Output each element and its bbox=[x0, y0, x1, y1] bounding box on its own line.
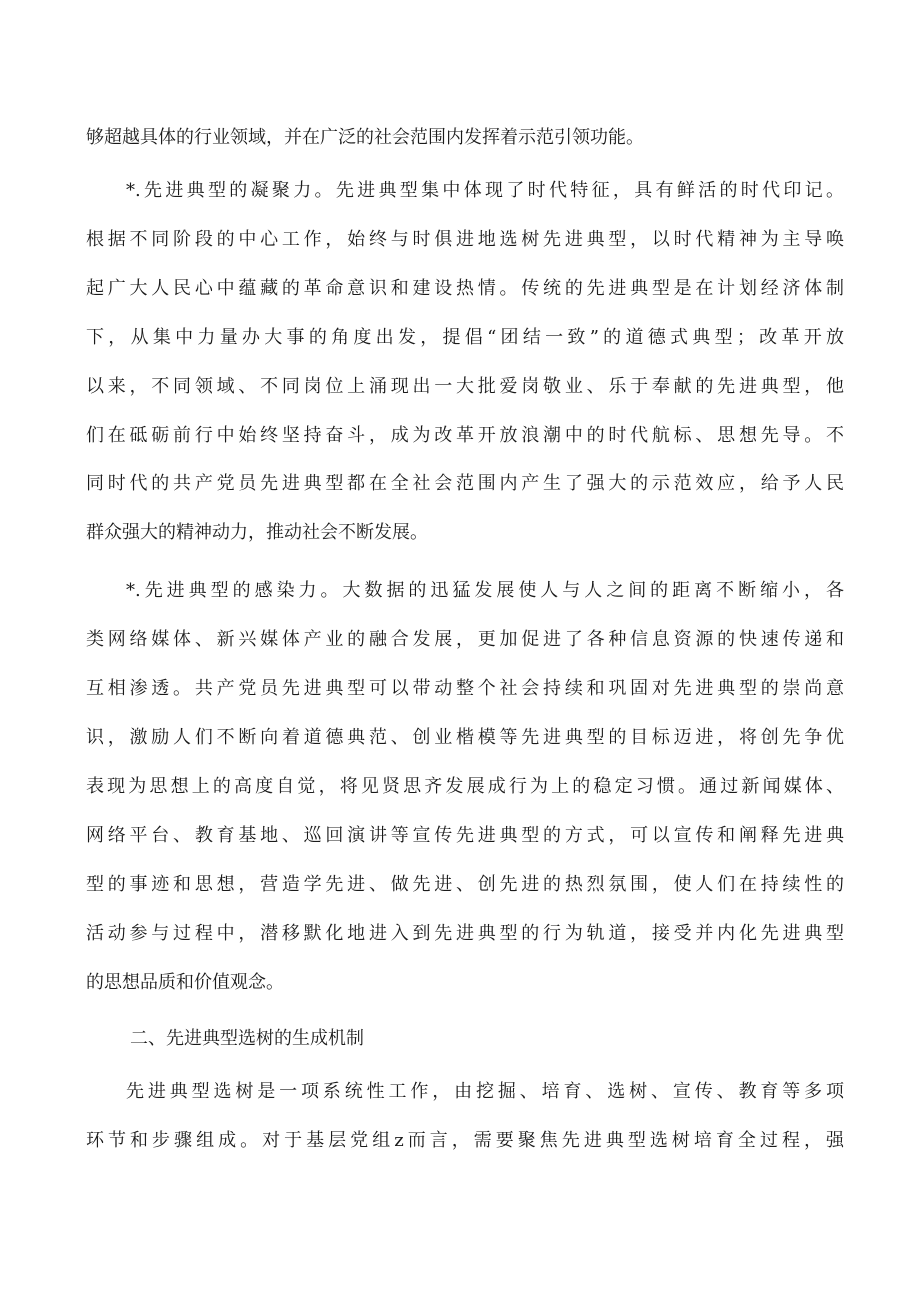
paragraph-line: 群众强大的精神动力，推动社会不断发展。 bbox=[86, 522, 428, 543]
paragraph-line: 活动参与过程中，潜移默化地进入到先进典型的行为轨道，接受并内化先进典型 bbox=[86, 923, 844, 944]
paragraph-line: 网络平台、教育基地、巡回演讲等宣传先进典型的方式，可以宣传和阐释先进典 bbox=[86, 825, 844, 846]
paragraph-line: 根据不同阶段的中心工作，始终与时俱进地选树先进典型，以时代精神为主导唤 bbox=[86, 229, 844, 250]
paragraph-line: 环节和步骤组成。对于基层党组z而言，需要聚焦先进典型选树培育全过程，强 bbox=[86, 1130, 844, 1151]
paragraph-line: 下，从集中力量办大事的角度出发，提倡“团结一致”的道德式典型；改革开放 bbox=[86, 327, 844, 348]
paragraph-line: *.先进典型的感染力。大数据的迅猛发展使人与人之间的距离不断缩小，各 bbox=[126, 580, 844, 601]
section-heading: 二、先进典型选树的生成机制 bbox=[130, 1028, 364, 1049]
paragraph-line: 的思想品质和价值观念。 bbox=[86, 972, 284, 993]
paragraph-line: *.先进典型的凝聚力。先进典型集中体现了时代特征，具有鲜活的时代印记。 bbox=[126, 180, 844, 201]
paragraph-line: 以来，不同领域、不同岗位上涌现出一大批爱岗敬业、乐于奉献的先进典型，他 bbox=[86, 376, 844, 397]
paragraph-line: 先进典型选树是一项系统性工作，由挖掘、培育、选树、宣传、教育等多项 bbox=[126, 1081, 844, 1102]
paragraph-line: 起广大人民心中蕴藏的革命意识和建设热情。传统的先进典型是在计划经济体制 bbox=[86, 278, 844, 299]
paragraph-line: 表现为思想上的高度自觉，将见贤思齐发展成行为上的稳定习惯。通过新闻媒体、 bbox=[86, 776, 844, 797]
paragraph-line: 类网络媒体、新兴媒体产业的融合发展，更加促进了各种信息资源的快速传递和 bbox=[86, 629, 844, 650]
paragraph-line: 型的事迹和思想，营造学先进、做先进、创先进的热烈氛围，使人们在持续性的 bbox=[86, 874, 844, 895]
paragraph-line: 们在砥砺前行中始终坚持奋斗，成为改革开放浪潮中的时代航标、思想先导。不 bbox=[86, 425, 844, 446]
paragraph-line: 够超越具体的行业领域，并在广泛的社会范围内发挥着示范引领功能。 bbox=[86, 127, 644, 148]
paragraph-line: 同时代的共产党员先进典型都在全社会范围内产生了强大的示范效应，给予人民 bbox=[86, 473, 844, 494]
paragraph-line: 识，激励人们不断向着道德典范、创业楷模等先进典型的目标迈进，将创先争优 bbox=[86, 727, 844, 748]
paragraph-line: 互相渗透。共产党员先进典型可以带动整个社会持续和巩固对先进典型的崇尚意 bbox=[86, 678, 844, 699]
